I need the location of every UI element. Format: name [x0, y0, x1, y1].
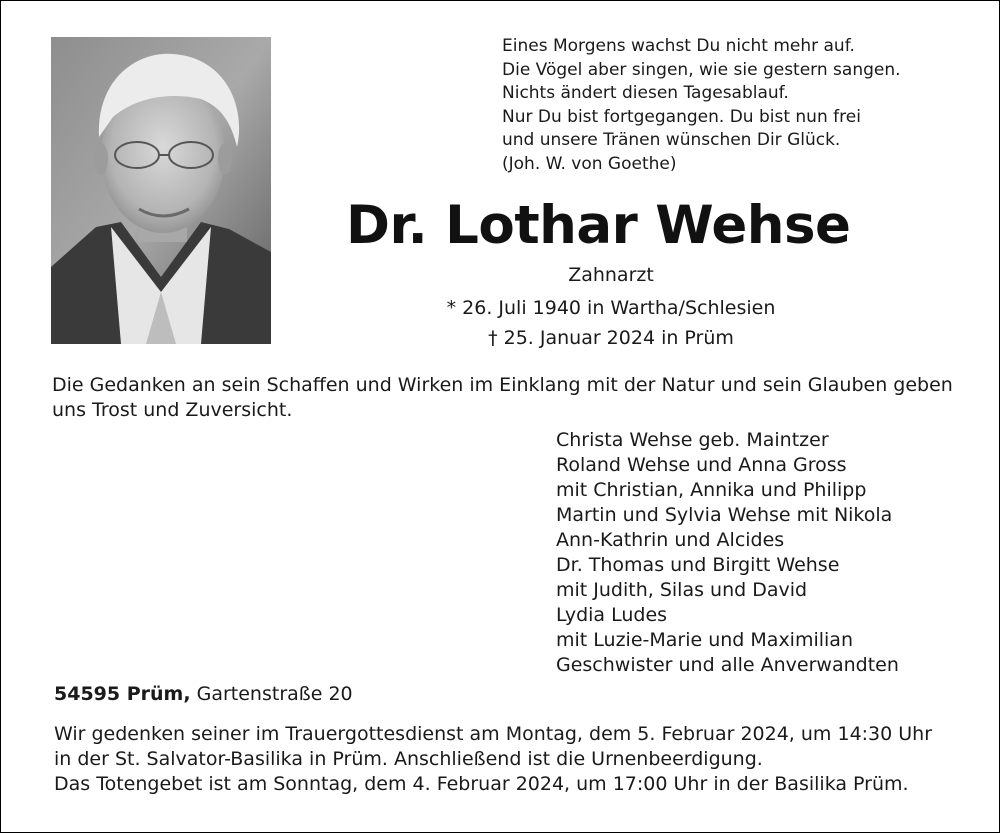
service-line: Wir gedenken seiner im Trauergottesdienst am Montag, dem 5. Februar 2024, um 14:30 Uhr [54, 723, 933, 745]
mourner-line: Christa Wehse geb. Maintzer [556, 429, 829, 451]
mourner-line: Ann-Kathrin und Alcides [556, 529, 785, 551]
poem-attribution: (Joh. W. von Goethe) [502, 153, 677, 174]
poem-line: Eines Morgens wachst Du nicht mehr auf. [502, 36, 855, 56]
tribute-text: Die Gedanken an sein Schaffen und Wirken im Einklang mit der Natur und sein Glauben geben uns Trost und Zuversicht. [52, 374, 953, 421]
poem [502, 35, 901, 176]
address [54, 682, 353, 707]
poem-line: Die Vögel aber singen, wie sie gestern sangen. [502, 59, 901, 80]
service-info [54, 722, 974, 797]
mourners-list [556, 428, 899, 678]
death-date: † 25. Januar 2024 in Prüm [488, 327, 734, 349]
birth-date: * 26. Juli 1940 in Wartha/Schlesien [446, 297, 776, 319]
address-street: Gartenstraße 20 [196, 683, 353, 705]
poem-line: Nichts ändert diesen Tagesablauf. [502, 83, 789, 103]
poem-line: und unsere Tränen wünschen Dir Glück. [502, 130, 841, 150]
mourner-line: mit Christian, Annika und Philipp [556, 479, 867, 501]
service-line: in der St. Salvator-Basilika in Prüm. Anschließend ist die Urnenbeerdigung. [54, 748, 763, 770]
mourner-line: Dr. Thomas und Birgitt Wehse [556, 554, 840, 576]
occupation: Zahnarzt [568, 264, 654, 286]
deceased-name: Dr. Lothar Wehse [346, 195, 851, 256]
portrait-photo [51, 37, 271, 344]
mourner-line: mit Judith, Silas und David [556, 579, 808, 601]
mourner-line: Lydia Ludes [556, 604, 668, 626]
address-city: 54595 Prüm, [54, 683, 191, 705]
poem-line: Nur Du bist fortgegangen. Du bist nun frei [502, 106, 861, 127]
service-line: Das Totengebet ist am Sonntag, dem 4. Februar 2024, um 17:00 Uhr in der Basilika Prüm. [54, 773, 909, 795]
mourner-line: Martin und Sylvia Wehse mit Nikola [556, 504, 893, 526]
mourner-line: Roland Wehse und Anna Gross [556, 454, 847, 476]
mourner-line: Geschwister und alle Anverwandten [556, 654, 899, 676]
mourner-line: mit Luzie-Marie und Maximilian [556, 629, 853, 651]
